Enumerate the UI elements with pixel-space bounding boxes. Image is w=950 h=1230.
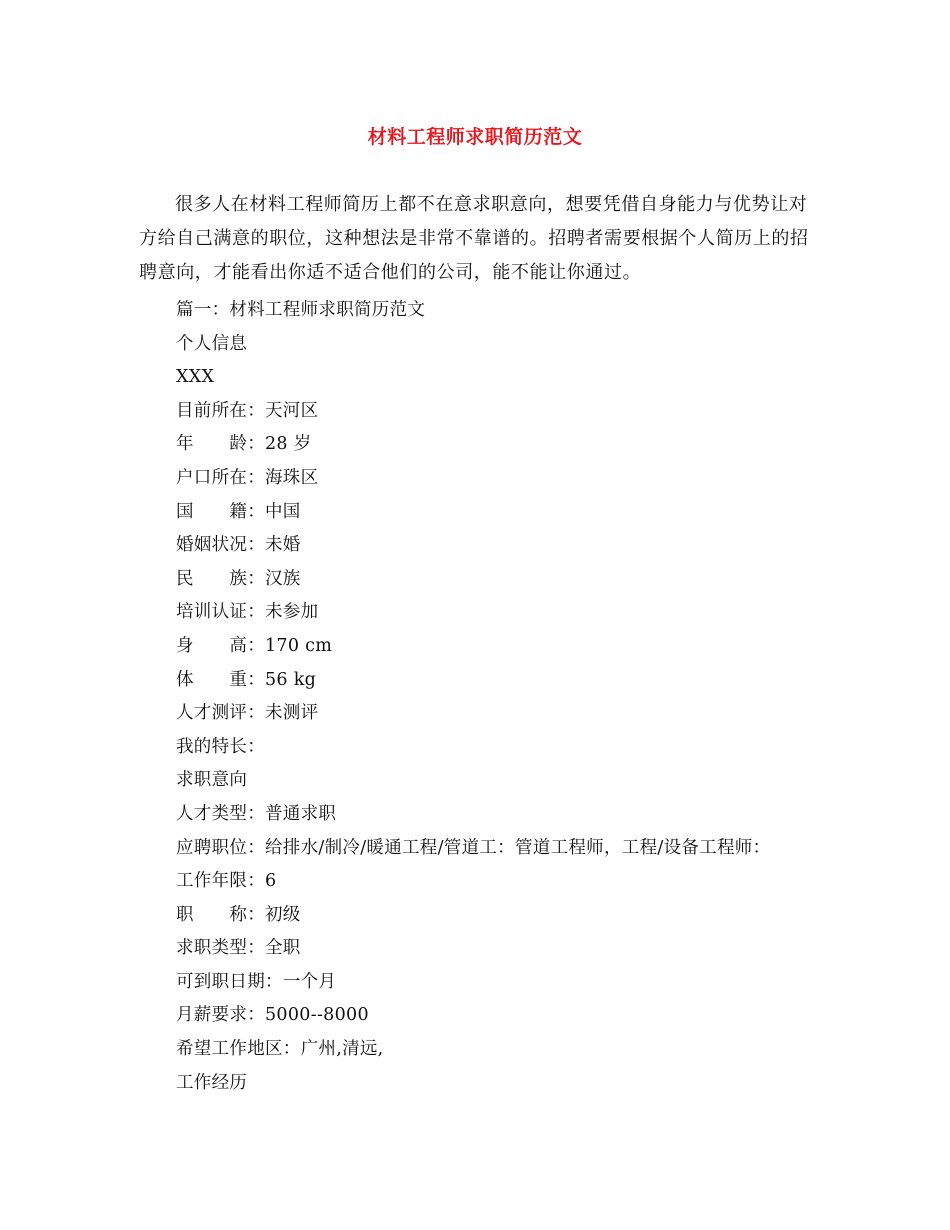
personal-info-heading: 个人信息 [176, 333, 248, 354]
info-value: 未测评 [265, 703, 319, 724]
info-row-marital-status [176, 529, 856, 563]
info-value: 中国 [265, 501, 301, 522]
info-row-ethnicity [176, 563, 856, 597]
intent-row-title [176, 899, 856, 933]
info-label: 民 族： [176, 568, 265, 589]
intent-label: 人才类型： [176, 803, 265, 824]
document-title: 材料工程师求职简历范文 [367, 126, 583, 148]
info-label: 我的特长： [176, 736, 265, 757]
intent-value: 给排水/制冷/暖通工程/管道工：管道工程师，工程/设备工程师： [265, 837, 771, 858]
intent-label: 职 称： [176, 904, 265, 925]
info-row-certification [176, 596, 856, 630]
info-value: 56 kg [265, 669, 317, 690]
intent-label: 希望工作地区： [176, 1039, 301, 1060]
info-label: 国 籍： [176, 501, 265, 522]
info-value: 170 cm [265, 635, 333, 656]
intent-row-position [176, 832, 856, 866]
intent-row-start-date [176, 966, 856, 1000]
intent-value: 5000--8000 [265, 1005, 369, 1026]
job-intention-heading: 求职意向 [176, 770, 248, 791]
resume-body [176, 294, 856, 1100]
info-value: 天河区 [265, 400, 319, 421]
intent-value: 普通求职 [265, 803, 337, 824]
info-label: 婚姻状况： [176, 535, 265, 556]
info-row-height [176, 630, 856, 664]
intent-label: 可到职日期： [176, 971, 283, 992]
info-label: 目前所在： [176, 400, 265, 421]
work-experience-heading: 工作经历 [176, 1072, 248, 1093]
info-label: 培训认证： [176, 602, 265, 623]
info-value: 未婚 [265, 535, 301, 556]
intent-row-years [176, 865, 856, 899]
intent-value: 初级 [265, 904, 301, 925]
intent-label: 应聘职位： [176, 837, 265, 858]
info-value: 汉族 [265, 568, 301, 589]
info-value: 海珠区 [265, 467, 319, 488]
intent-value: 全职 [265, 938, 301, 959]
intent-label: 工作年限： [176, 871, 265, 892]
candidate-name: XXX [176, 367, 215, 388]
info-row-weight [176, 664, 856, 698]
info-row-nationality [176, 496, 856, 530]
info-label: 体 重： [176, 669, 265, 690]
info-label: 人才测评： [176, 703, 265, 724]
intent-row-salary [176, 999, 856, 1033]
intent-row-job-type [176, 932, 856, 966]
info-row-hukou [176, 462, 856, 496]
info-value: 未参加 [265, 602, 319, 623]
info-row-location [176, 395, 856, 429]
intent-value: 一个月 [282, 971, 337, 992]
info-label: 年 龄： [176, 434, 265, 455]
info-row-specialty [176, 731, 856, 765]
info-label: 身 高： [176, 635, 265, 656]
intent-label: 月薪要求： [176, 1005, 265, 1026]
info-value: 28 岁 [265, 434, 312, 455]
intent-value: 广州,清远, [300, 1039, 384, 1060]
section-heading: 篇一：材料工程师求职简历范文 [176, 300, 426, 320]
info-label: 户口所在： [176, 467, 265, 488]
intent-row-region [176, 1033, 856, 1067]
intent-label: 求职类型： [176, 938, 265, 959]
intent-row-talent-type [176, 798, 856, 832]
info-row-assessment [176, 697, 856, 731]
info-row-age [176, 428, 856, 462]
intent-value: 6 [265, 871, 277, 892]
intro-paragraph: 很多人在材料工程师简历上都不在意求职意向，想要凭借自身能力与优势让对方给自己满意的职位，这种想法是非常不靠谱的。招聘者需要根据个人简历上的招聘意向，才能看出你适不适合他们的公司，能不能让你通过。 [139, 194, 809, 283]
